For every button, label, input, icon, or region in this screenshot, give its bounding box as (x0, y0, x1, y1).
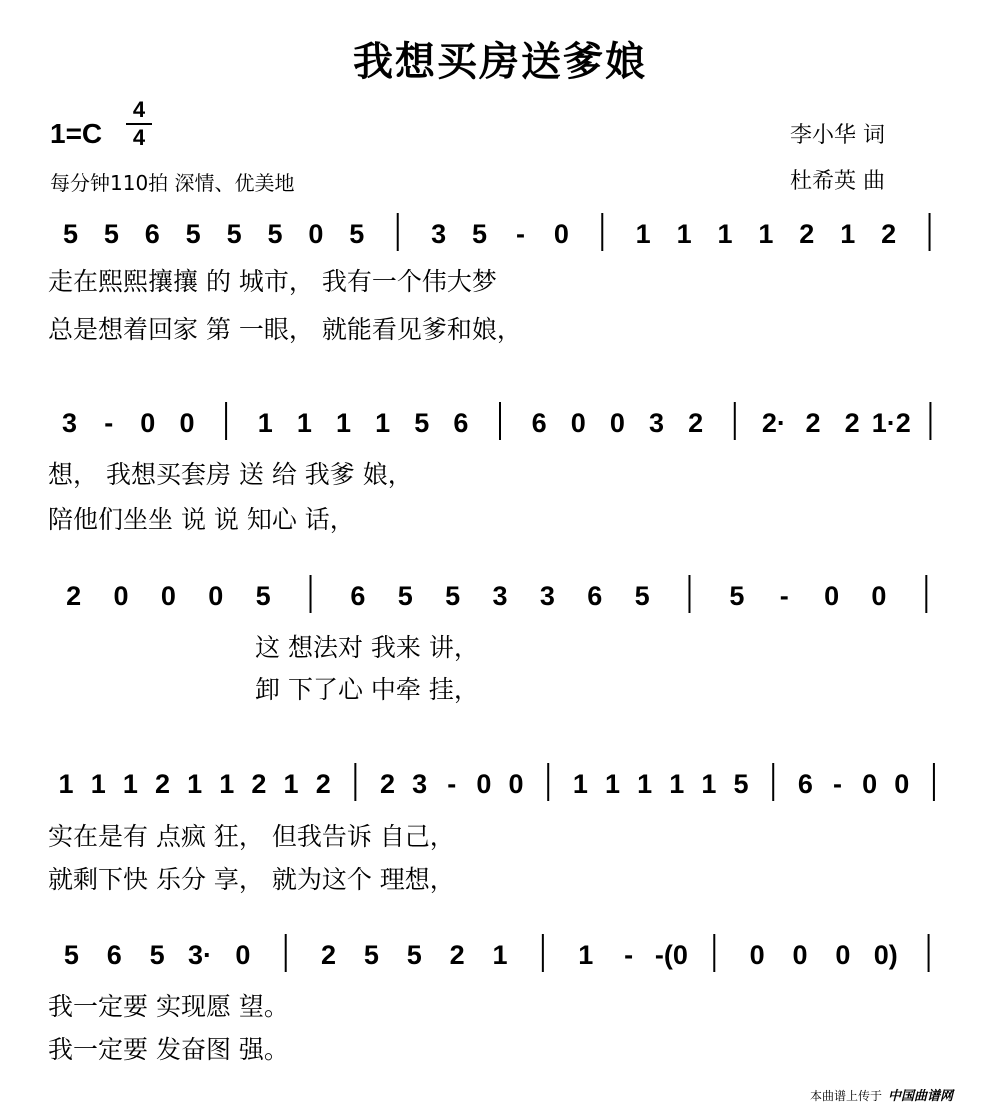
note: 6 (453, 408, 469, 438)
note: 0 (894, 769, 910, 799)
note: -(0 (654, 940, 688, 970)
note: 1 (58, 769, 74, 799)
note: 0 (208, 581, 224, 611)
note: 2 (315, 769, 331, 799)
note: 6 (797, 769, 813, 799)
note: 1 (283, 769, 299, 799)
note: - (515, 219, 525, 249)
note: 5 (149, 940, 165, 970)
note: 6 (531, 408, 547, 438)
note: 2 (799, 219, 815, 249)
note: 3 (649, 408, 665, 438)
note: 0 (871, 581, 887, 611)
tempo-marking: 每分钟110拍 深情、优美地 (50, 171, 295, 195)
note: 5 (729, 581, 745, 611)
lyric-line-2-2: 陪他们坐坐 说 说 知心 话， (48, 505, 355, 534)
note: 1 (257, 408, 273, 438)
note: 1 (90, 769, 106, 799)
score-system-4 (59, 763, 934, 801)
lyric-line-4-1: 实在是有 点疯 狂， 但我告诉 自己， (48, 822, 455, 851)
note: 5 (472, 219, 488, 249)
note: 5 (226, 219, 242, 249)
lyric-line-5-2: 我一定要 发奋图 强。 (48, 1035, 289, 1064)
composer-credit: 杜希英 曲 (790, 169, 885, 194)
note: - (447, 769, 457, 799)
note: 5 (267, 219, 283, 249)
footer-site-logo: 中国曲谱网 (888, 1089, 954, 1104)
note: 2 (251, 769, 267, 799)
note: 6 (106, 940, 122, 970)
note: 5 (349, 219, 365, 249)
note: 2 (66, 581, 82, 611)
note: 6 (144, 219, 160, 249)
note: 0 (308, 219, 324, 249)
note: 1 (296, 408, 312, 438)
note: 0 (553, 219, 569, 249)
note: 0 (179, 408, 195, 438)
note: 2· (761, 408, 786, 438)
note: 2 (881, 219, 897, 249)
note: 2 (379, 769, 396, 799)
note: 1 (669, 769, 685, 799)
note: 0 (835, 940, 851, 970)
note: 1 (122, 769, 138, 799)
note: 5 (363, 940, 379, 970)
note: 5 (63, 940, 79, 970)
note: 1 (492, 940, 508, 970)
note: 2 (844, 408, 860, 438)
note: 6 (587, 581, 603, 611)
note: 0 (570, 408, 586, 438)
note: 5 (62, 219, 78, 249)
score-system-2 (62, 402, 930, 440)
note: 5 (185, 219, 201, 249)
note: 1 (187, 769, 203, 799)
note: 1 (335, 408, 351, 438)
lyric-line-1-2: 总是想着回家 第 一眼， 就能看见爹和娘， (48, 315, 522, 344)
note: 5 (103, 219, 119, 249)
lyricist-credit: 李小华 词 (790, 123, 885, 148)
note: 3 (539, 581, 555, 611)
note: 0 (792, 940, 808, 970)
time-signature-bottom: 4 (132, 125, 146, 150)
score-system-1 (63, 213, 930, 251)
note: 0 (824, 581, 840, 611)
note: 1 (676, 219, 692, 249)
note: 5 (634, 581, 650, 611)
note: 2 (688, 408, 704, 438)
note: 1 (635, 219, 651, 249)
key-signature: 1=C (50, 118, 103, 149)
note: 5 (414, 408, 430, 438)
note: - (779, 581, 789, 611)
note: 5 (397, 581, 413, 611)
note: 0 (609, 408, 625, 438)
score-system-3 (66, 575, 926, 613)
note: 1 (701, 769, 717, 799)
note: 3· (187, 940, 213, 970)
note: 1 (578, 940, 594, 970)
note: 3 (412, 769, 428, 799)
note: 5 (445, 581, 461, 611)
note: 1 (219, 769, 235, 799)
note: 2 (321, 940, 337, 970)
note: 0 (160, 581, 176, 611)
note: 0 (749, 940, 765, 970)
note: 3 (492, 581, 508, 611)
note: 0 (862, 769, 878, 799)
note: 0 (508, 769, 524, 799)
note: 6 (350, 581, 366, 611)
note: 1 (758, 219, 774, 249)
note: 1 (840, 219, 856, 249)
note: - (104, 408, 114, 438)
lyric-line-3-1: 这 想法对 我来 讲， (255, 633, 479, 662)
note: 0) (873, 940, 898, 970)
note: 5 (733, 769, 749, 799)
note: 1·2 (871, 408, 911, 438)
time-signature-top: 4 (132, 97, 146, 122)
lyric-line-2-1: 想， 我想买套房 送 给 我爹 娘， (48, 460, 413, 489)
lyric-line-3-2: 卸 下了心 中牵 挂， (255, 675, 479, 704)
note: 5 (255, 581, 271, 611)
note: 3 (431, 219, 447, 249)
footer-text: 本曲谱上传于 (810, 1089, 883, 1103)
note: 0 (113, 581, 129, 611)
score-system-5 (64, 934, 929, 972)
lyric-line-1-1: 走在熙熙攘攘 的 城市， 我有一个伟大梦 (48, 267, 497, 296)
note: 1 (572, 769, 588, 799)
note: 1 (637, 769, 653, 799)
note: 1 (717, 219, 733, 249)
note: - (624, 940, 634, 970)
lyric-line-4-2: 就剩下快 乐分 享， 就为这个 理想， (48, 865, 455, 894)
note: 2 (449, 940, 465, 970)
note: 0 (476, 769, 492, 799)
note: 1 (604, 769, 621, 799)
song-title: 我想买房送爹娘 (353, 38, 647, 85)
note: 1 (375, 408, 391, 438)
note: 0 (235, 940, 251, 970)
footer-credit (810, 1085, 953, 1104)
note: 2 (154, 769, 171, 799)
lyric-line-5-1: 我一定要 实现愿 望。 (48, 992, 289, 1021)
note: - (833, 769, 842, 799)
note: 2 (805, 408, 821, 438)
note: 5 (406, 940, 422, 970)
note: 3 (62, 408, 78, 438)
note: 0 (140, 408, 156, 438)
